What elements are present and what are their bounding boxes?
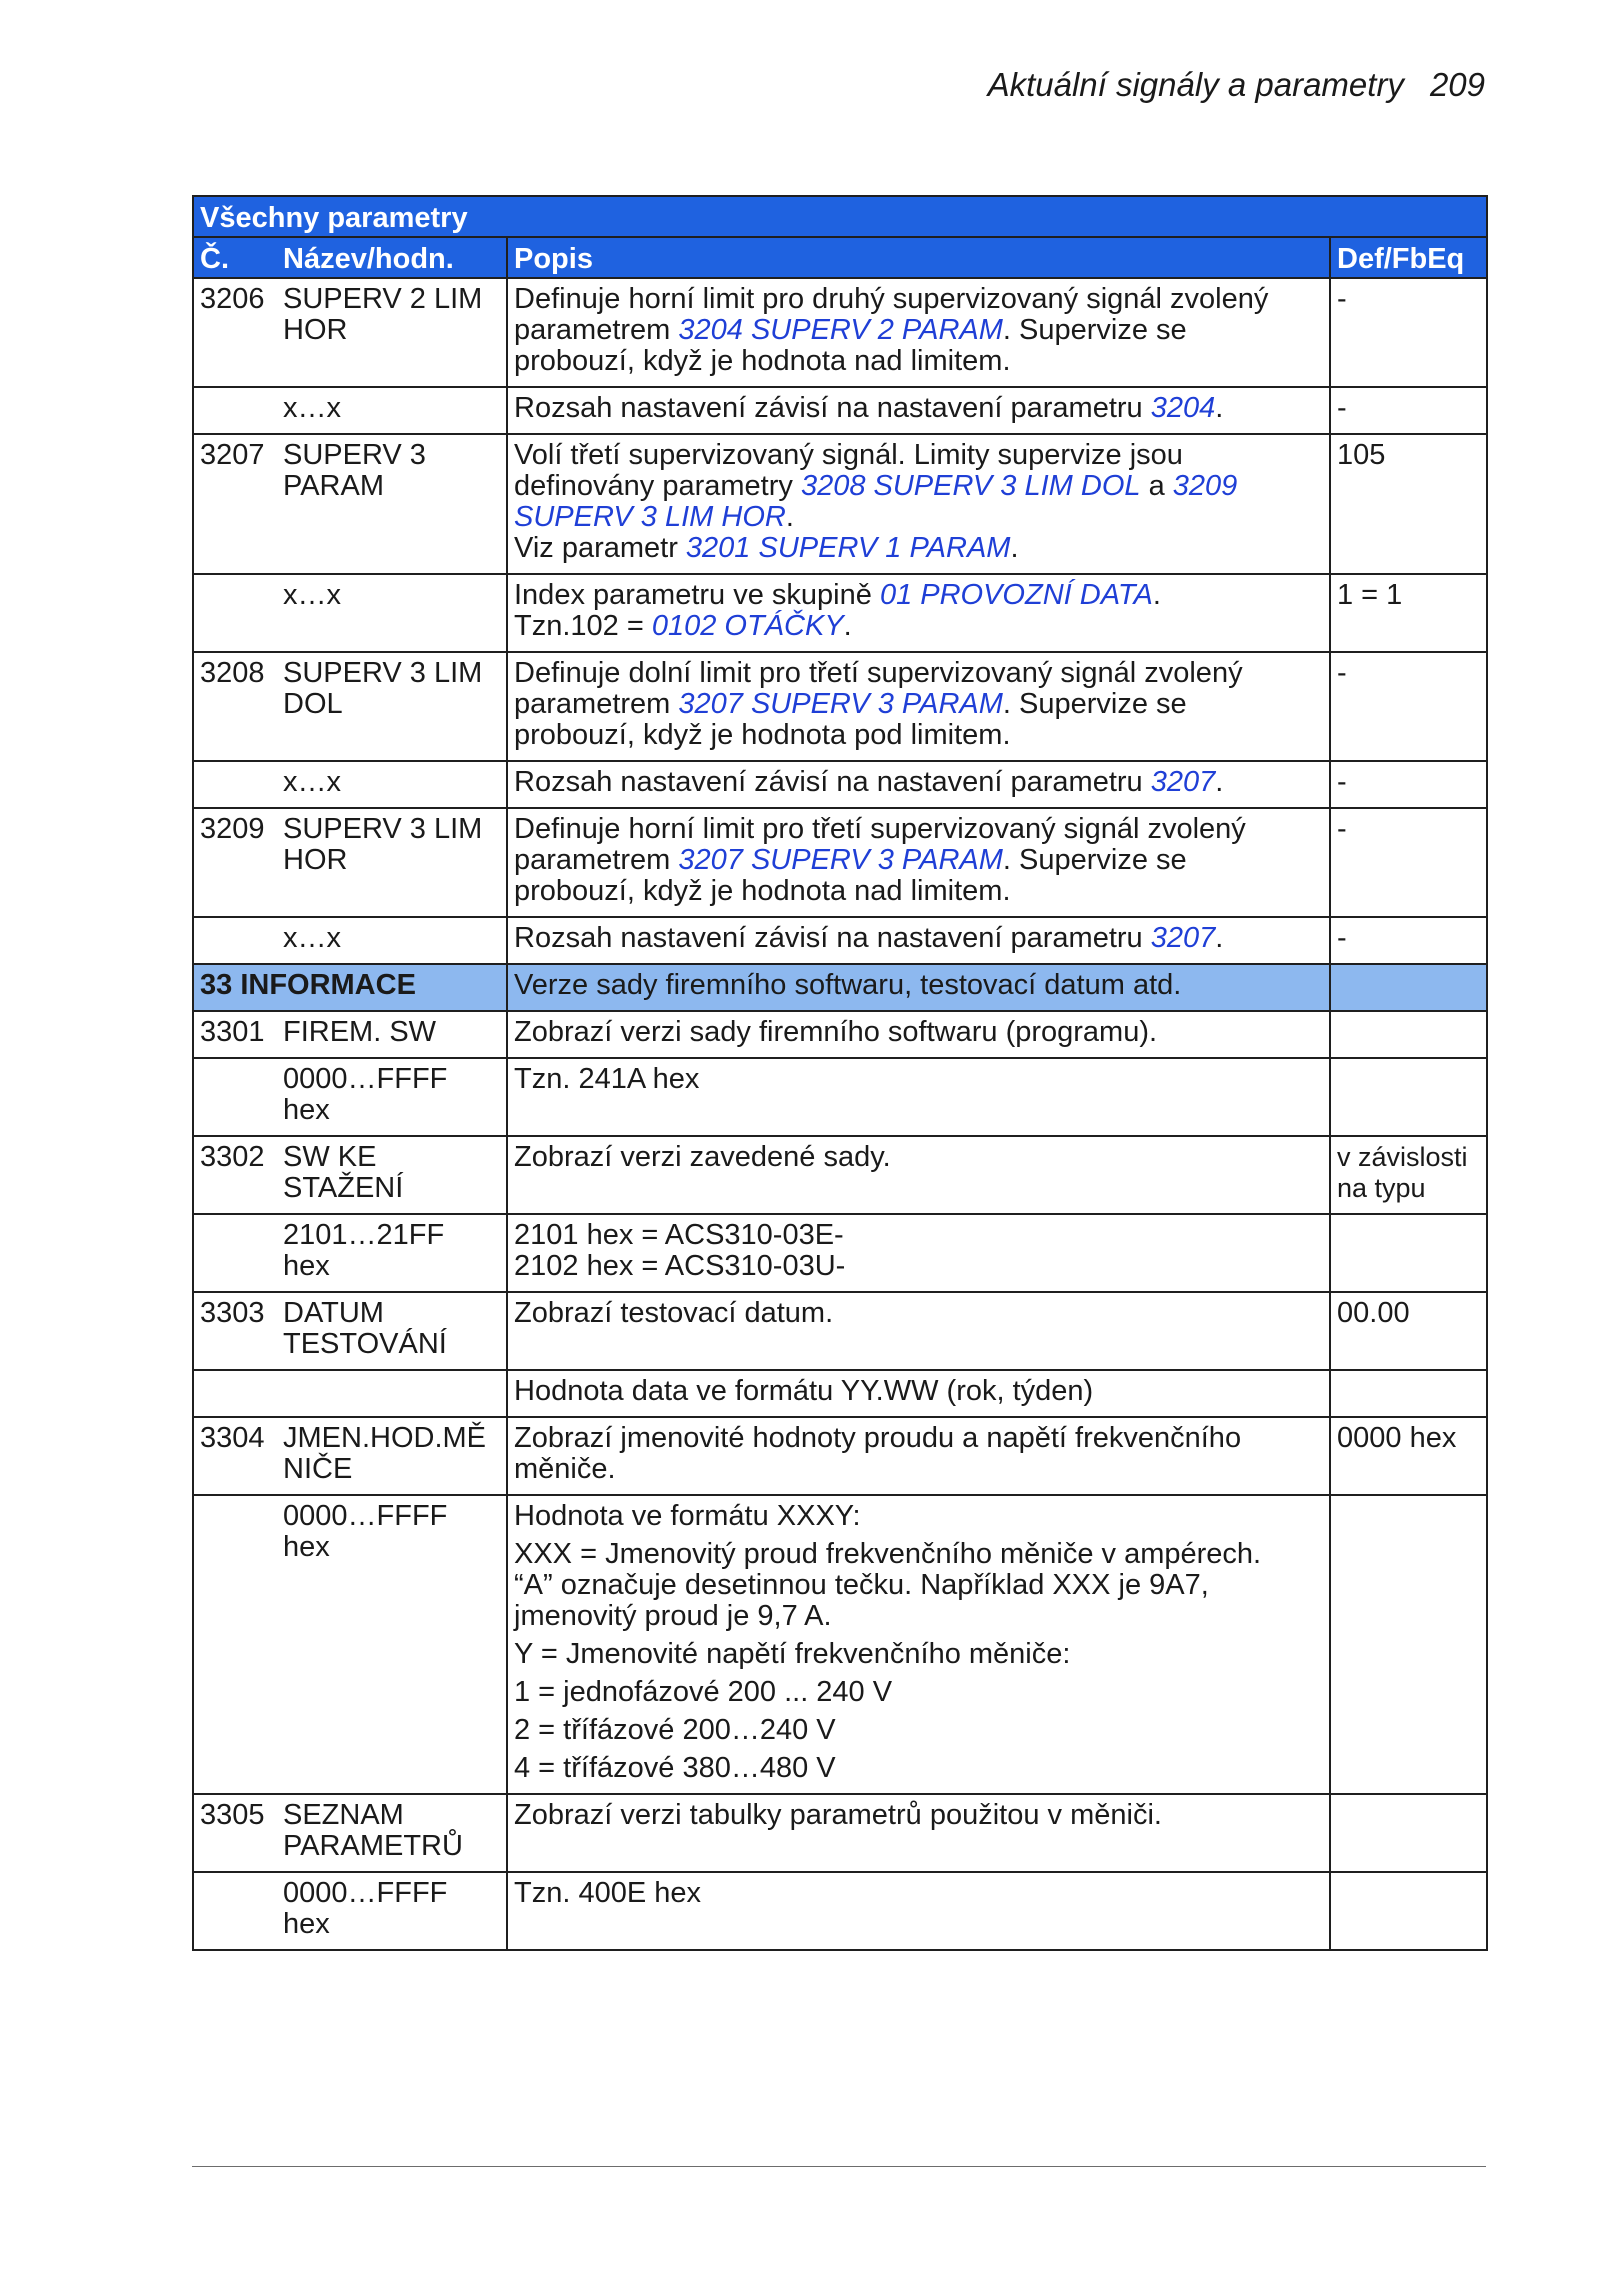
table-row <box>193 1370 1487 1417</box>
table-title-row <box>193 196 1487 237</box>
param-default: - <box>1330 652 1487 761</box>
param-number: 3303 <box>193 1292 277 1370</box>
param-description: Rozsah nastavení závisí na nastavení parametru 3204. <box>507 387 1330 434</box>
table-row <box>193 1495 1487 1794</box>
param-number: 3302 <box>193 1136 277 1214</box>
table-row <box>193 1794 1487 1872</box>
col-header-def: Def/FbEq <box>1330 237 1487 278</box>
table-row <box>193 808 1487 917</box>
param-link[interactable]: 0102 OTÁČKY <box>651 610 844 642</box>
page-header <box>988 66 1485 104</box>
table-row <box>193 574 1487 652</box>
param-default: - <box>1330 917 1487 964</box>
param-description: Zobrazí verzi sady firemního softwaru (programu). <box>507 1011 1330 1058</box>
param-description: Definuje horní limit pro třetí supervizovaný signál zvolený parametrem 3207 SUPERV 3 PARAM. Supervize se probouzí, když je hodnota nad limitem. <box>507 808 1330 917</box>
param-number: 3305 <box>193 1794 277 1872</box>
param-value-range: 0000…FFFF hex <box>277 1058 507 1136</box>
param-description: Tzn. 241A hex <box>507 1058 1330 1136</box>
param-description: Zobrazí testovací datum. <box>507 1292 1330 1370</box>
param-link[interactable]: 3207 <box>1150 766 1216 798</box>
param-link[interactable]: 3208 SUPERV 3 LIM DOL <box>800 470 1141 502</box>
param-default: 1 = 1 <box>1330 574 1487 652</box>
param-value-range: 0000…FFFF hex <box>277 1495 507 1794</box>
param-name: SW KE STAŽENÍ <box>277 1136 507 1214</box>
param-number: 3208 <box>193 652 277 761</box>
param-description: Definuje dolní limit pro třetí supervizovaný signál zvolený parametrem 3207 SUPERV 3 PARAM. Supervize se probouzí, když je hodnota pod limitem. <box>507 652 1330 761</box>
param-default: - <box>1330 808 1487 917</box>
header-title: Aktuální signály a parametry <box>987 66 1404 103</box>
param-default: - <box>1330 761 1487 808</box>
table-row <box>193 1011 1487 1058</box>
table-row <box>193 1136 1487 1214</box>
param-name: SUPERV 3 LIM HOR <box>277 808 507 917</box>
param-description: Zobrazí jmenovité hodnoty proudu a napětí frekvenčního měniče. <box>507 1417 1330 1495</box>
param-description: Rozsah nastavení závisí na nastavení parametru 3207. <box>507 761 1330 808</box>
param-link[interactable]: 01 PROVOZNÍ DATA <box>879 579 1153 611</box>
param-name: SUPERV 3 PARAM <box>277 434 507 574</box>
table-row <box>193 1292 1487 1370</box>
param-value-range: x…x <box>277 917 507 964</box>
param-description: Hodnota ve formátu XXXY: XXX = Jmenovitý proud frekvenčního měniče v ampérech. “A” označuje desetinnou tečku. Například XXX je 9A7, jmenovitý proud je 9,7 A. Y = Jmenovité napětí frekvenčního měniče: 1 = jednofázové 200 ... 240 V 2 = třífázové 200…240 V 4 = třífázové 380…480 V <box>507 1495 1330 1794</box>
table-row <box>193 387 1487 434</box>
param-description: 2101 hex = ACS310-03E- 2102 hex = ACS310-03U- <box>507 1214 1330 1292</box>
param-link[interactable]: 3204 <box>1150 392 1216 424</box>
parameters-table <box>192 195 1488 1951</box>
param-default: 0000 hex <box>1330 1417 1487 1495</box>
param-description: Index parametru ve skupině 01 PROVOZNÍ DATA. Tzn.102 = 0102 OTÁČKY. <box>507 574 1330 652</box>
param-name: SUPERV 2 LIM HOR <box>277 278 507 387</box>
param-default: v závislosti na typu <box>1330 1136 1487 1214</box>
table-row <box>193 917 1487 964</box>
param-description: Rozsah nastavení závisí na nastavení parametru 3207. <box>507 917 1330 964</box>
param-name: SUPERV 3 LIM DOL <box>277 652 507 761</box>
param-name: SEZNAM PARAMETRŮ <box>277 1794 507 1872</box>
param-description: Tzn. 400E hex <box>507 1872 1330 1950</box>
param-default: - <box>1330 387 1487 434</box>
group-name: 33 INFORMACE <box>193 964 507 1011</box>
param-default: 00.00 <box>1330 1292 1487 1370</box>
param-value-range: x…x <box>277 761 507 808</box>
param-link[interactable]: 3204 SUPERV 2 PARAM <box>678 314 1003 346</box>
param-description: Definuje horní limit pro druhý supervizovaný signál zvolený parametrem 3204 SUPERV 2 PARAM. Supervize se probouzí, když je hodnota nad limitem. <box>507 278 1330 387</box>
footer-divider <box>192 2166 1486 2167</box>
param-description: Zobrazí verzi zavedené sady. <box>507 1136 1330 1214</box>
param-default: 105 <box>1330 434 1487 574</box>
col-header-no: Č. <box>193 237 277 278</box>
param-number: 3209 <box>193 808 277 917</box>
param-number: 3206 <box>193 278 277 387</box>
param-name: DATUM TESTOVÁNÍ <box>277 1292 507 1370</box>
table-row <box>193 1058 1487 1136</box>
param-link[interactable]: 3209 <box>1172 470 1238 502</box>
param-value-range: x…x <box>277 387 507 434</box>
param-link[interactable]: SUPERV 3 LIM HOR <box>514 501 786 533</box>
column-header-row <box>193 237 1487 278</box>
param-description: Zobrazí verzi tabulky parametrů použitou v měniči. <box>507 1794 1330 1872</box>
page-number: 209 <box>1429 66 1485 103</box>
param-value-range: 2101…21FF hex <box>277 1214 507 1292</box>
param-link[interactable]: 3207 <box>1150 922 1216 954</box>
param-description: Hodnota data ve formátu YY.WW (rok, týden) <box>507 1370 1330 1417</box>
param-number: 3304 <box>193 1417 277 1495</box>
param-value-range: x…x <box>277 574 507 652</box>
table-row <box>193 761 1487 808</box>
param-value-range: 0000…FFFF hex <box>277 1872 507 1950</box>
param-number: 3207 <box>193 434 277 574</box>
table-row <box>193 278 1487 387</box>
table-row <box>193 1417 1487 1495</box>
group-header-row <box>193 964 1487 1011</box>
param-link[interactable]: 3201 SUPERV 1 PARAM <box>685 532 1011 564</box>
group-description: Verze sady firemního softwaru, testovací datum atd. <box>507 964 1330 1011</box>
table-row <box>193 1214 1487 1292</box>
param-description: Volí třetí supervizovaný signál. Limity supervize jsou definovány parametry 3208 SUPERV 3 LIM DOL a 3209 SUPERV 3 LIM HOR. Viz parametr 3201 SUPERV 1 PARAM. <box>507 434 1330 574</box>
table-row <box>193 1872 1487 1950</box>
table-row <box>193 652 1487 761</box>
table-row <box>193 434 1487 574</box>
col-header-name: Název/hodn. <box>277 237 507 278</box>
param-name: JMEN.HOD.MĚ NIČE <box>277 1417 507 1495</box>
param-number: 3301 <box>193 1011 277 1058</box>
table-title: Všechny parametry <box>193 196 1487 237</box>
param-link[interactable]: 3207 SUPERV 3 PARAM <box>678 688 1003 720</box>
param-link[interactable]: 3207 SUPERV 3 PARAM <box>678 844 1003 876</box>
col-header-desc: Popis <box>507 237 1330 278</box>
param-default: - <box>1330 278 1487 387</box>
param-name: FIREM. SW <box>277 1011 507 1058</box>
